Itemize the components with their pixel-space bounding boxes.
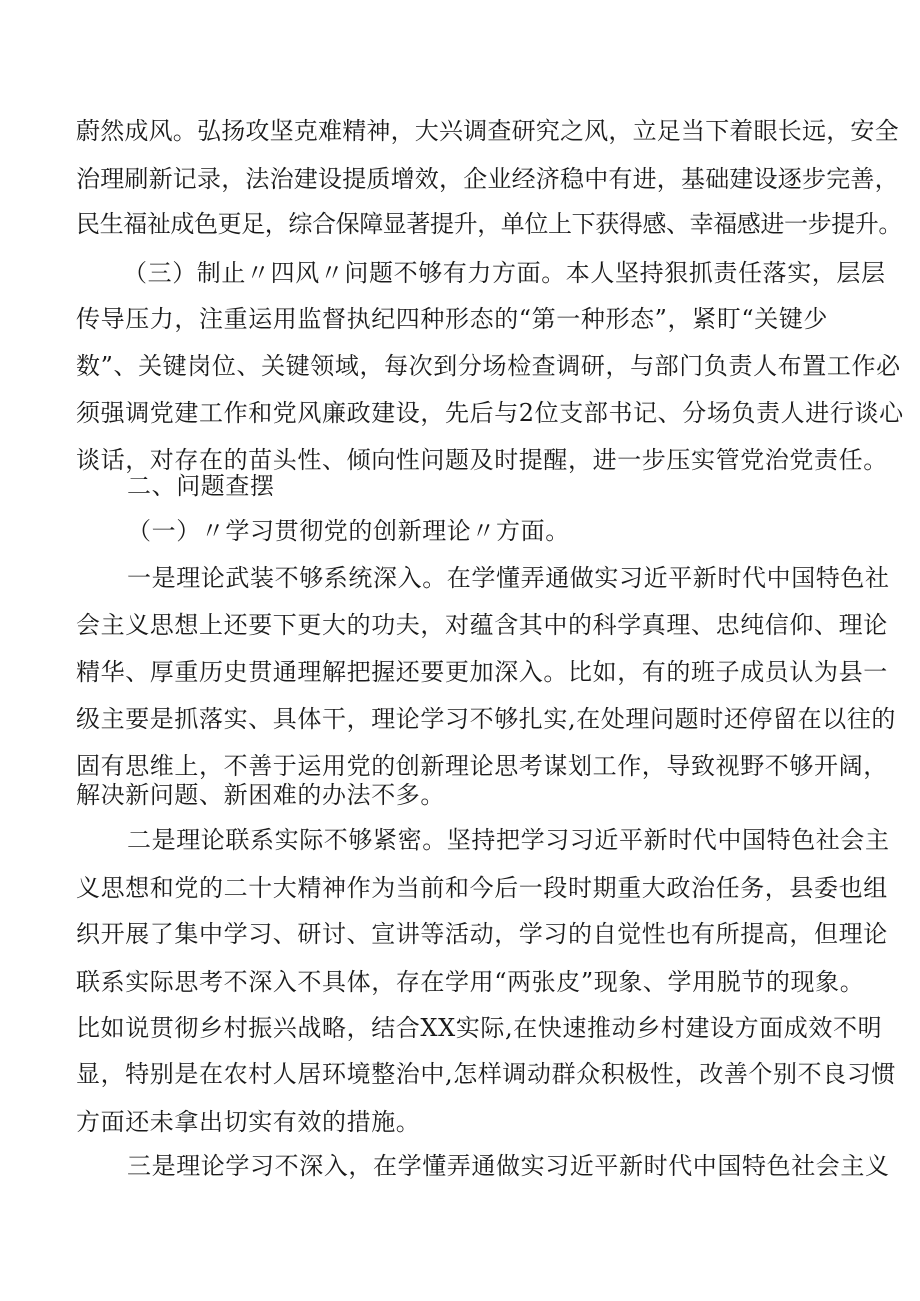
text-line: 二是理论联系实际不够紧密。坚持把学习习近平新时代中国特色社会主 (127, 826, 890, 854)
text-line: 传导压力，注重运用监督执纪四种形态的“第一种形态”，紧盯“关键少 (76, 305, 829, 333)
text-line: 民生福祉成色更足，综合保障显著提升，单位上下获得感、幸福感进一步提升。 (76, 210, 902, 238)
text-line: 比如说贯彻乡村振兴战略，结合XX实际,在快速推动乡村建设方面成效不明 (76, 1014, 883, 1042)
text-line: 义思想和党的二十大精神作为当前和今后一段时期重大政治任务，县委也组 (76, 874, 888, 902)
text-line: 精华、厚重历史贯通理解把握还要更加深入。比如，有的班子成员认为县一 (76, 658, 888, 686)
text-line: 蔚然成风。弘扬攻坚克难精神，大兴调查研究之风，立足当下着眼长远，安全 (76, 117, 899, 145)
subsection-heading: （一）〃学习贯彻党的创新理论〃方面。 (127, 517, 570, 545)
text-line: 谈话，对存在的苗头性、倾向性问题及时提醒，进一步压实管党治党责任。 (76, 446, 888, 474)
text-line: 治理刷新记录，法治建设提质增效，企业经济稳中有进，基础建设逐步完善， (76, 165, 899, 193)
text-line: 会主义思想上还要下更大的功夫，对蕴含其中的科学真理、忠纯信仰、理论 (76, 611, 888, 639)
text-line: 三是理论学习不深入，在学懂弄通做实习近平新时代中国特色社会主义 (127, 1152, 890, 1180)
text-line: 显，特别是在农村人居环境整治中,怎样调动群众积极性，改善个别不良习惯 (76, 1060, 897, 1088)
text-line: 须强调党建工作和党风廉政建设，先后与2位支部书记、分场负责人进行谈心 (76, 399, 904, 427)
text-line: 织开展了集中学习、研讨、宣讲等活动，学习的自觉性也有所提高，但理论 (76, 920, 888, 948)
text-line: 固有思维上，不善于运用党的创新理论思考谋划工作，导致视野不够开阔， (76, 752, 888, 780)
text-line: 方面还未拿出切实有效的措施。 (76, 1108, 421, 1136)
text-line: 一是理论武装不够系统深入。在学懂弄通做实习近平新时代中国特色社 (127, 564, 890, 592)
text-line: 级主要是抓落实、具体干，理论学习不够扎实,在处理问题时还停留在以往的 (76, 705, 897, 733)
text-line: 数”、关键岗位、关键领域，每次到分场检查调研，与部门负责人布置工作必 (76, 352, 901, 380)
text-line: 解决新问题、新困难的办法不多。 (76, 781, 445, 809)
text-line: （三）制止〃四风〃问题不够有力方面。本人坚持狠抓责任落实，层层 (123, 259, 886, 287)
text-line: 联系实际思考不深入不具体，存在学用“两张皮”现象、学用脱节的现象。 (76, 968, 865, 996)
section-heading: 二、问题查摆 (127, 472, 275, 500)
